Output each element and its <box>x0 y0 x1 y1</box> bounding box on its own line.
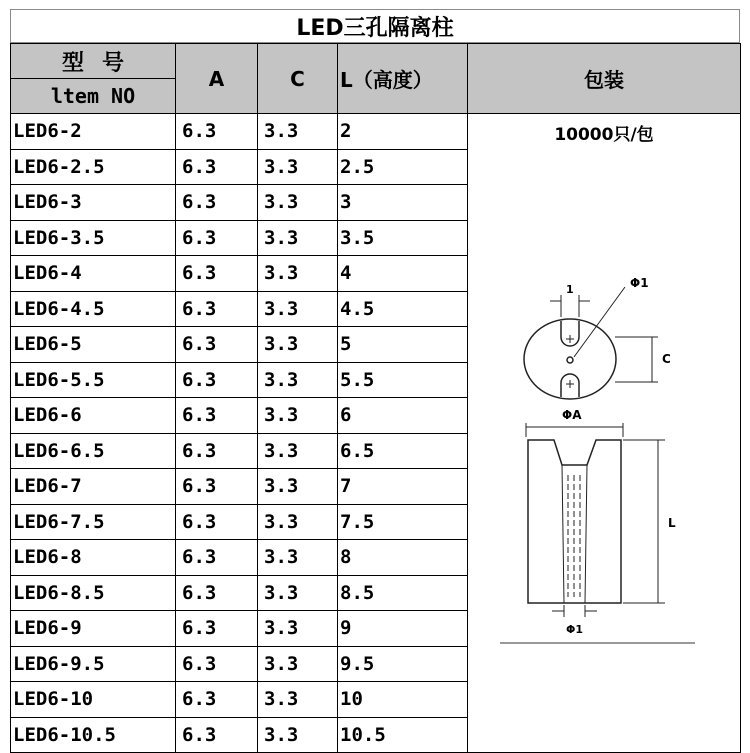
cell-l: 6 <box>338 398 468 434</box>
cell-l: 2.5 <box>338 149 468 185</box>
cell-c: 3.3 <box>258 469 338 505</box>
spacer-diagram <box>490 265 700 655</box>
cell-l: 3 <box>338 185 468 221</box>
cell-a: 6.3 <box>176 149 258 185</box>
cell-c: 3.3 <box>258 220 338 256</box>
header-l: L（高度） <box>338 44 468 114</box>
cell-a: 6.3 <box>176 540 258 576</box>
cell-item: LED6-3 <box>11 185 176 221</box>
cell-l: 10 <box>338 682 468 718</box>
cell-item: LED6-4 <box>11 256 176 292</box>
cell-item: LED6-7.5 <box>11 504 176 540</box>
cell-item: LED6-7 <box>11 469 176 505</box>
cell-l: 7.5 <box>338 504 468 540</box>
cell-item: LED6-5.5 <box>11 362 176 398</box>
cell-a: 6.3 <box>176 646 258 682</box>
cell-c: 3.3 <box>258 611 338 647</box>
cell-item: LED6-2 <box>11 114 176 150</box>
table-row <box>11 114 741 150</box>
cell-a: 6.3 <box>176 575 258 611</box>
cell-c: 3.3 <box>258 256 338 292</box>
cell-item: LED6-3.5 <box>11 220 176 256</box>
header-packaging: 包装 <box>468 44 741 114</box>
cell-l: 7 <box>338 469 468 505</box>
cell-l: 2 <box>338 114 468 150</box>
cell-l: 10.5 <box>338 717 468 753</box>
cell-c: 3.3 <box>258 362 338 398</box>
cell-c: 3.3 <box>258 717 338 753</box>
cell-c: 3.3 <box>258 149 338 185</box>
page-title: LED三孔隔离柱 <box>10 9 740 43</box>
header-model-cn: 型号 <box>11 44 175 79</box>
cell-a: 6.3 <box>176 327 258 363</box>
cell-item: LED6-5 <box>11 327 176 363</box>
label-bottom-hole: Φ1 <box>566 623 584 636</box>
cell-l: 8.5 <box>338 575 468 611</box>
cell-item: LED6-8.5 <box>11 575 176 611</box>
cell-item: LED6-10.5 <box>11 717 176 753</box>
cell-l: 6.5 <box>338 433 468 469</box>
header-model <box>11 44 176 114</box>
cell-l: 5.5 <box>338 362 468 398</box>
cell-a: 6.3 <box>176 682 258 718</box>
cell-a: 6.3 <box>176 504 258 540</box>
cell-c: 3.3 <box>258 504 338 540</box>
label-l: L <box>668 516 676 530</box>
header-c: C <box>258 44 338 114</box>
label-c: C <box>662 352 671 366</box>
label-dia-a: ΦA <box>562 408 582 422</box>
side-view <box>500 423 695 643</box>
cell-a: 6.3 <box>176 398 258 434</box>
packaging-text: 10000只/包 <box>554 125 654 145</box>
cell-a: 6.3 <box>176 362 258 398</box>
cell-l: 9.5 <box>338 646 468 682</box>
cell-a: 6.3 <box>176 469 258 505</box>
cell-c: 3.3 <box>258 540 338 576</box>
cell-c: 3.3 <box>258 646 338 682</box>
top-view <box>524 287 658 399</box>
cell-item: LED6-9 <box>11 611 176 647</box>
cell-c: 3.3 <box>258 682 338 718</box>
label-top-width: 1 <box>566 283 574 296</box>
cell-item: LED6-10 <box>11 682 176 718</box>
label-hole: Φ1 <box>630 276 649 290</box>
cell-a: 6.3 <box>176 717 258 753</box>
cell-l: 8 <box>338 540 468 576</box>
header-model-en: ltem NO <box>50 84 136 108</box>
cell-a: 6.3 <box>176 256 258 292</box>
cell-c: 3.3 <box>258 398 338 434</box>
cell-l: 4 <box>338 256 468 292</box>
cell-item: LED6-9.5 <box>11 646 176 682</box>
cell-l: 3.5 <box>338 220 468 256</box>
cell-l: 9 <box>338 611 468 647</box>
cell-c: 3.3 <box>258 327 338 363</box>
cell-a: 6.3 <box>176 114 258 150</box>
cell-item: LED6-6 <box>11 398 176 434</box>
cell-item: LED6-6.5 <box>11 433 176 469</box>
cell-a: 6.3 <box>176 611 258 647</box>
table-header-row <box>11 44 741 114</box>
cell-a: 6.3 <box>176 291 258 327</box>
header-a: A <box>176 44 258 114</box>
cell-l: 5 <box>338 327 468 363</box>
cell-c: 3.3 <box>258 575 338 611</box>
cell-l: 4.5 <box>338 291 468 327</box>
cell-c: 3.3 <box>258 114 338 150</box>
cell-a: 6.3 <box>176 433 258 469</box>
cell-c: 3.3 <box>258 291 338 327</box>
cell-c: 3.3 <box>258 185 338 221</box>
cell-a: 6.3 <box>176 220 258 256</box>
cell-item: LED6-4.5 <box>11 291 176 327</box>
cell-c: 3.3 <box>258 433 338 469</box>
cell-item: LED6-8 <box>11 540 176 576</box>
cell-item: LED6-2.5 <box>11 149 176 185</box>
cell-a: 6.3 <box>176 185 258 221</box>
